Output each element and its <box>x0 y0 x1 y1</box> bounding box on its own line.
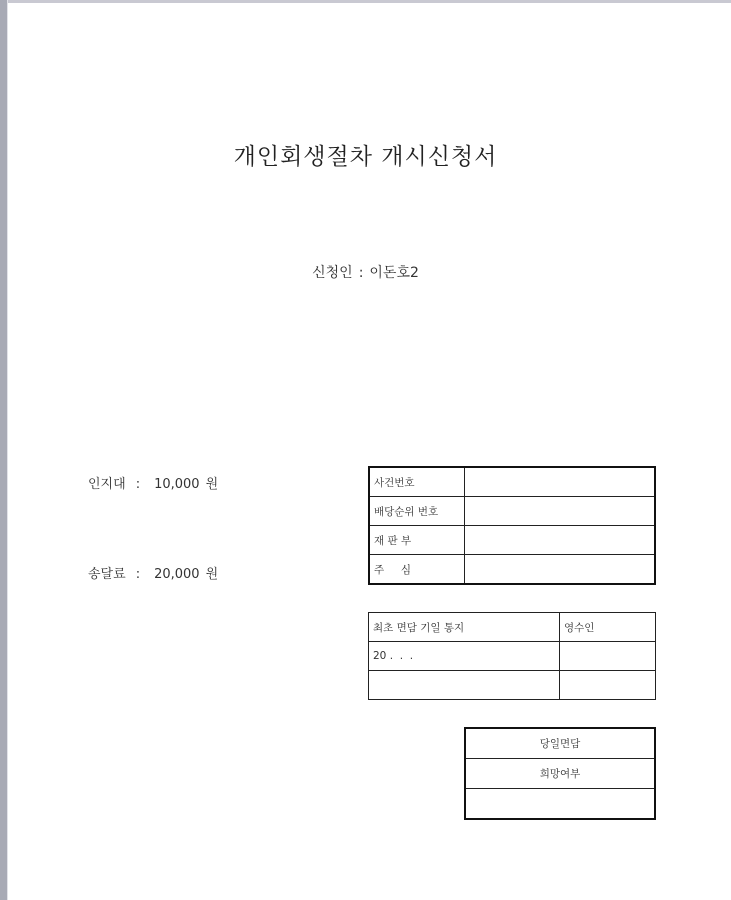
same-day-meeting-label: 당일면담 <box>465 728 655 759</box>
service-fee-unit: 원 <box>205 567 219 582</box>
service-fee-label: 송달료 <box>88 567 126 582</box>
preference-label: 희망여부 <box>465 759 655 789</box>
table-row <box>465 789 655 820</box>
court-division-value <box>465 526 656 555</box>
applicant-line <box>0 262 731 282</box>
service-fee-amount: 20,000 <box>154 567 200 582</box>
applicant-name: 이돈호2 <box>369 265 419 281</box>
preference-value-cell <box>465 789 655 820</box>
table-row <box>465 728 655 759</box>
page-left-border <box>7 0 8 900</box>
meeting-notice-table <box>368 612 656 700</box>
service-fee-colon: : <box>135 567 141 582</box>
window-top-edge <box>0 0 731 3</box>
case-number-label: 사건번호 <box>369 467 465 497</box>
case-info-table <box>368 466 656 585</box>
window-left-edge <box>0 0 7 900</box>
stamp-fee-label: 인지대 <box>88 477 126 492</box>
receiver-cell <box>560 642 656 671</box>
table-row <box>369 467 655 497</box>
table-row <box>465 759 655 789</box>
table-row <box>369 526 655 555</box>
stamp-fee-colon: : <box>135 477 141 492</box>
receiver-header: 영수인 <box>560 613 656 642</box>
stamp-fee-unit: 원 <box>205 477 219 492</box>
document-title: 개인회생절차 개시신청서 <box>233 144 498 170</box>
table-row <box>369 613 656 642</box>
stamp-fee-line <box>88 473 218 492</box>
meeting-notice-header: 최초 면담 기일 통지 <box>369 613 560 642</box>
table-row <box>369 642 656 671</box>
applicant-separator: : <box>358 265 364 281</box>
meeting-date-cell: 20 . . . <box>369 642 560 671</box>
receiver-blank-cell <box>560 671 656 700</box>
presiding-judge-label: 주 심 <box>369 555 465 585</box>
case-number-value <box>465 467 656 497</box>
table-row <box>369 497 655 526</box>
presiding-judge-value <box>465 555 656 585</box>
distribution-order-value <box>465 497 656 526</box>
distribution-order-label: 배당순위 번호 <box>369 497 465 526</box>
meeting-blank-cell <box>369 671 560 700</box>
table-row <box>369 555 655 585</box>
table-row <box>369 671 656 700</box>
stamp-fee-amount: 10,000 <box>154 477 200 492</box>
service-fee-line <box>88 563 218 582</box>
applicant-label: 신청인 <box>312 265 353 281</box>
court-division-label: 재 판 부 <box>369 526 465 555</box>
same-day-meeting-table <box>464 727 656 820</box>
